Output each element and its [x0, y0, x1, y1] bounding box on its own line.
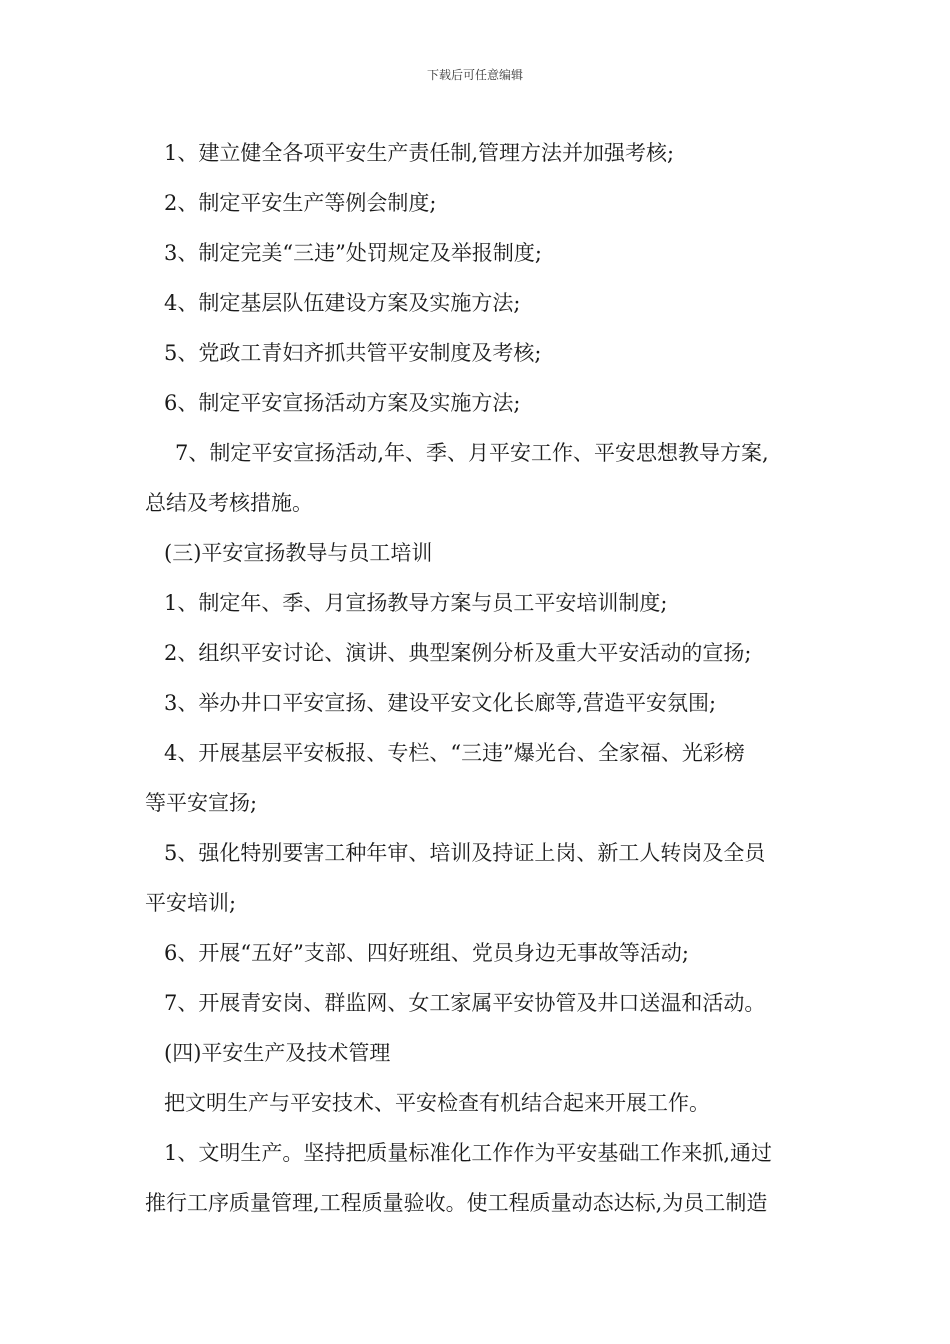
text-line: 7、制定平安宣扬活动,年、季、月平安工作、平安思想教导方案,	[175, 441, 769, 465]
text-line: 2、组织平安讨论、演讲、典型案例分析及重大平安活动的宣扬;	[164, 641, 752, 665]
text-line: 5、党政工青妇齐抓共管平安制度及考核;	[164, 341, 542, 365]
section-heading: (三)平安宣扬教导与员工培训	[164, 541, 433, 565]
text-line: 7、开展青安岗、群监网、女工家属平安协管及井口送温和活动。	[164, 991, 766, 1015]
text-line: 2、制定平安生产等例会制度;	[164, 191, 437, 215]
page-header: 下载后可任意编辑	[426, 68, 523, 82]
text-line: 4、开展基层平安板报、专栏、“三违”爆光台、全家福、光彩榜	[164, 741, 745, 765]
text-line: 1、建立健全各项平安生产责任制,管理方法并加强考核;	[164, 141, 675, 165]
text-line: 总结及考核措施。	[145, 491, 313, 515]
text-line: 3、举办井口平安宣扬、建设平安文化长廊等,营造平安氛围;	[164, 691, 717, 715]
text-line: 推行工序质量管理,工程质量验收。使工程质量动态达标,为员工制造	[145, 1191, 768, 1215]
section-heading: (四)平安生产及技术管理	[164, 1041, 391, 1065]
text-line: 1、制定年、季、月宣扬教导方案与员工平安培训制度;	[164, 591, 668, 615]
text-line: 平安培训;	[145, 891, 237, 915]
text-line: 等平安宣扬;	[145, 791, 258, 815]
text-line: 5、强化特别要害工种年审、培训及持证上岗、新工人转岗及全员	[164, 841, 766, 865]
document-body	[145, 128, 810, 1228]
text-line: 1、文明生产。坚持把质量标准化工作作为平安基础工作来抓,通过	[164, 1141, 773, 1165]
text-line: 6、开展“五好”支部、四好班组、党员身边无事故等活动;	[164, 941, 689, 965]
text-line: 6、制定平安宣扬活动方案及实施方法;	[164, 391, 521, 415]
text-line: 3、制定完美“三违”处罚规定及举报制度;	[164, 241, 542, 265]
text-line: 4、制定基层队伍建设方案及实施方法;	[164, 291, 521, 315]
text-line: 把文明生产与平安技术、平安检查有机结合起来开展工作。	[164, 1091, 710, 1115]
